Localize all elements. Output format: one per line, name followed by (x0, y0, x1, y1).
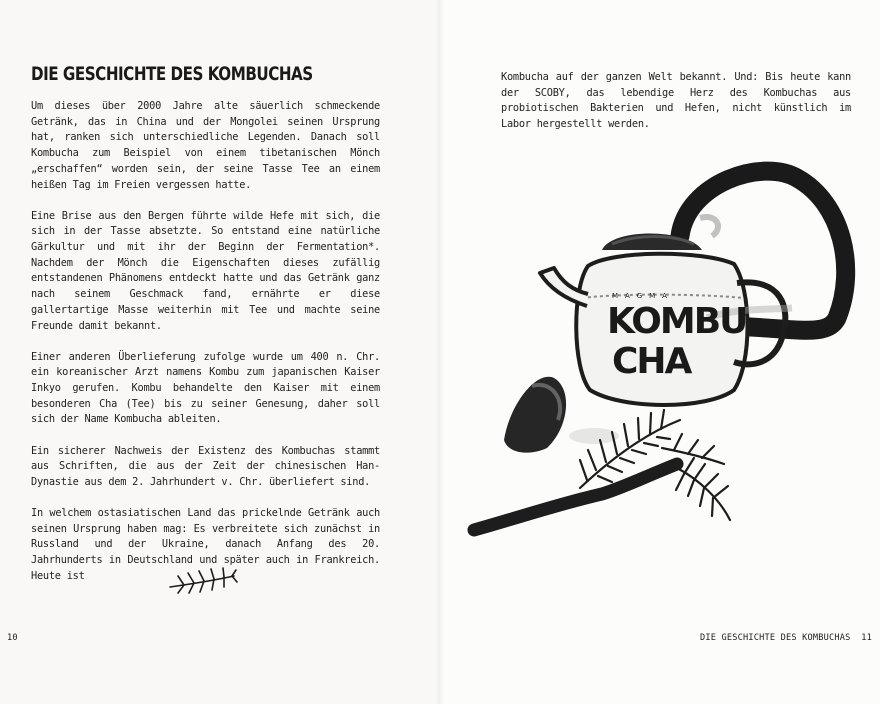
paragraph: Eine Brise aus den Bergen führte wilde Hefe mit sich, die sich in der Tasse absetzte. So entstand eine natürliche Gärkultur und mit ihr der Beginn der Fermentation*. Nachdem der Mönch die Eigenschaften dieses zufällig entstandenen Phänomens entdeckt hatte und das Getränk ganz nach seinem Geschmack fand, ernährte er diese gallertartige Masse weiterhin mit Tee und machte seine Freunde damit bekannt. (31, 209, 380, 332)
running-footer-right (700, 633, 872, 643)
chapter-title: DIE GESCHICHTE DES KOMBUCHAS (31, 64, 313, 85)
jar-label-line-2: CHA (612, 341, 691, 382)
kombucha-teapot-illustration (462, 158, 862, 558)
paragraph: Kombucha auf der ganzen Welt bekannt. Und: Bis heute kann der SCOBY, das lebendige Herz des Kombuchas aus probiotischen Bakterien und Hefen, nicht künstlich im Labor hergestellt werden. (501, 71, 851, 131)
jar-label-line-1: KOMBU (607, 301, 747, 342)
fir-sprig-icon (580, 410, 730, 520)
paragraph: Ein sicherer Nachweis der Existenz des Kombuchas stammt aus Schriften, die aus der Zeit der chinesischen Han-Dynastie aus dem 2. Jahrhundert v. Chr. überliefert sind. (31, 444, 380, 488)
paragraph: Um dieses über 2000 Jahre alte säuerlich schmeckende Getränk, das in China und der Mongolei seinen Ursprung hat, ranken sich unterschiedliche Legenden. Danach soll Kombucha zum Beispiel von einem tibetanischen Mönch „erschaffen“ worden sein, der seine Tasse Tee an einem heißen Tag im Freien vergessen hatte. (31, 100, 380, 191)
paragraph: Einer anderen Überlieferung zufolge wurde um 400 n. Chr. ein koreanischer Arzt namens Kombu zum japanischen Kaiser Inkyo gerufen. Kombu behandelte den Kaiser mit einem besonderen Cha (Tee) bis zu seiner Genesung, daher soll sich der Name Kombucha ableiten. (31, 350, 380, 426)
left-text-column (31, 99, 380, 600)
page-number-left: 10 (7, 633, 18, 643)
jar-brand-small: MAGMA (612, 292, 674, 300)
branch-icon (474, 464, 677, 530)
right-text-column (501, 70, 851, 148)
scoby-stone-icon (504, 377, 566, 453)
page-number-right: 11 (861, 633, 872, 643)
fir-sprig-small-icon (166, 562, 246, 602)
page-gutter (436, 0, 444, 704)
paragraph: In welchem ostasiatischen Land das prickelnde Getränk auch seinen Ursprung haben mag: Es verbreitete sich zunächst in Russland und der Ukraine, danach Anfang des 20. Jahrhunderts in Deutschland und später auch in Frankreich. Heute ist (31, 507, 380, 582)
running-footer-title: DIE GESCHICHTE DES KOMBUCHAS (700, 633, 851, 643)
